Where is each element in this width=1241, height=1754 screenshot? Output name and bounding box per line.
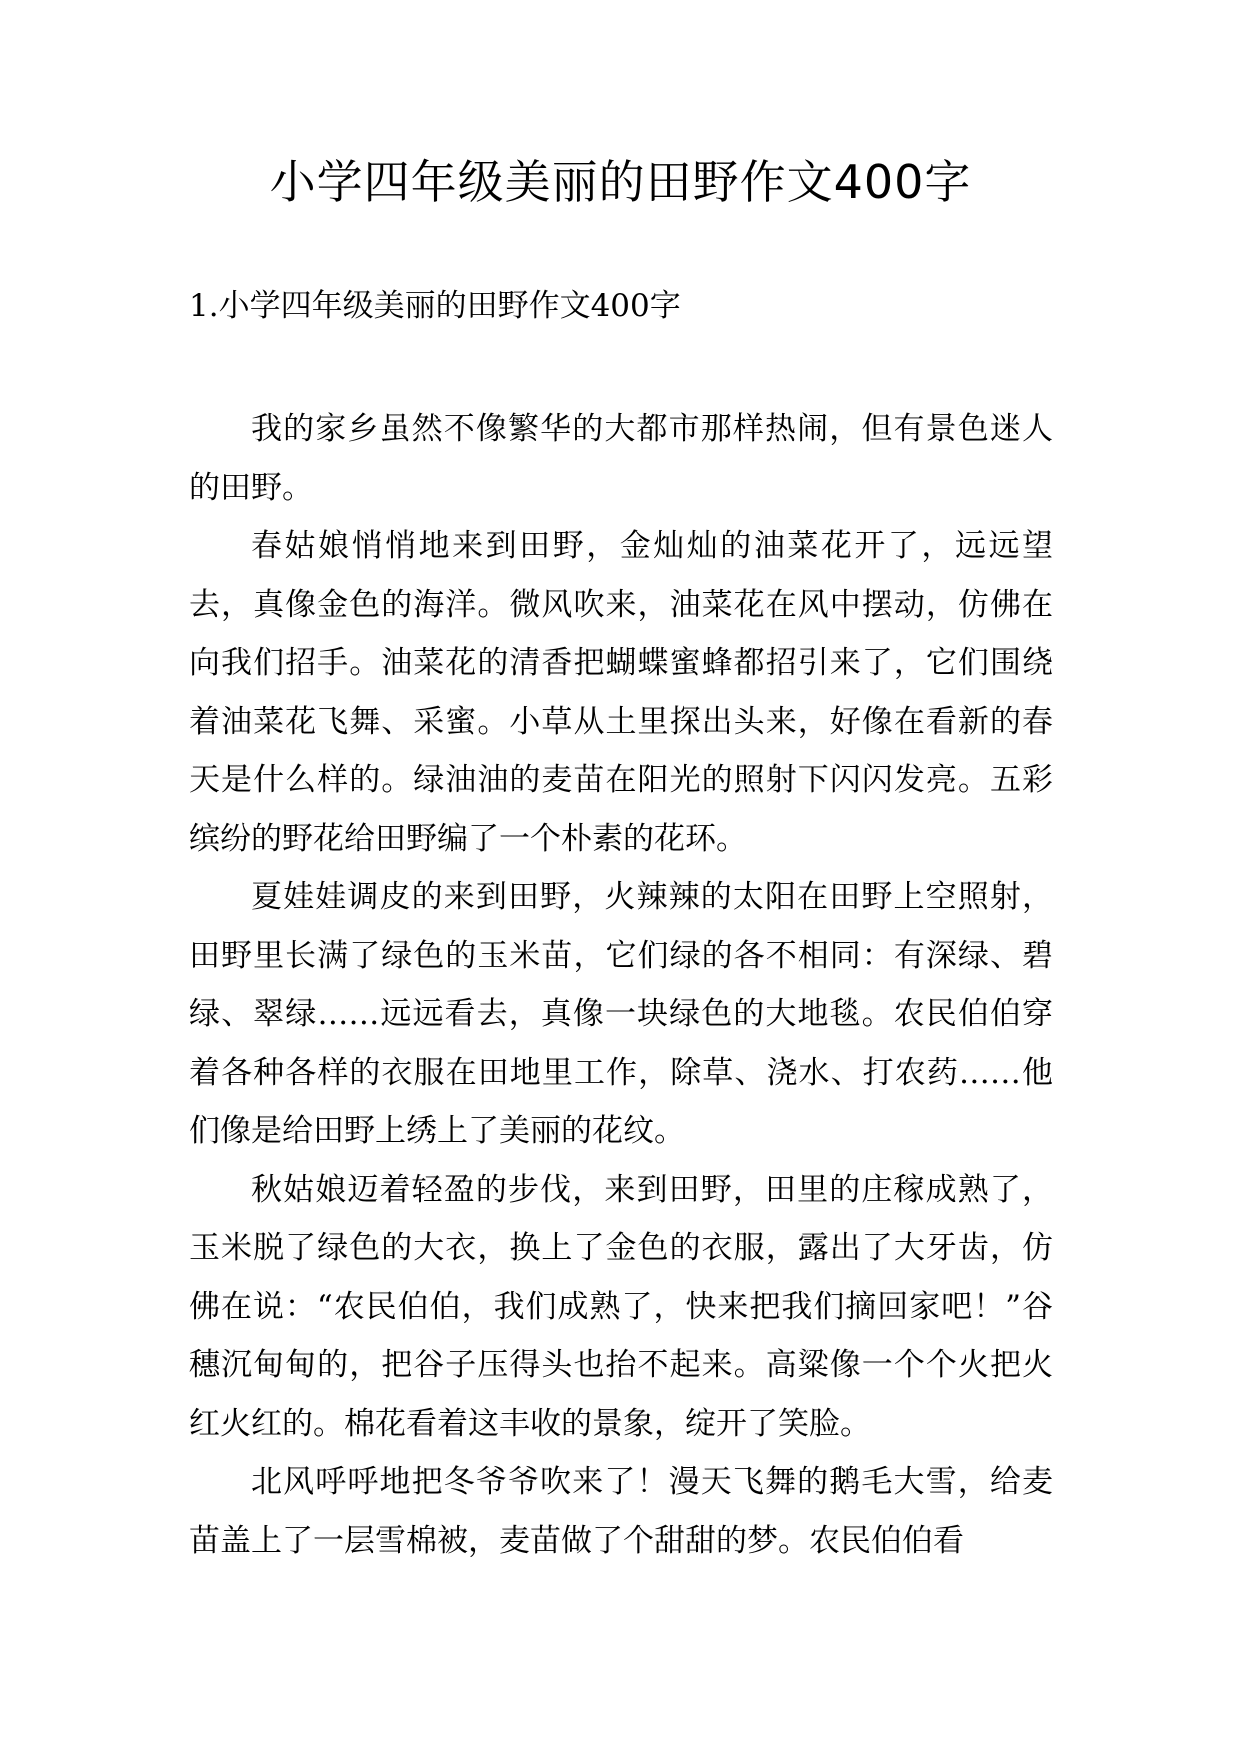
paragraph-autumn: 秋姑娘迈着轻盈的步伐，来到田野，田里的庄稼成熟了，玉米脱了绿色的大衣，换上了金色的衣服，露出了大牙齿，仿佛在说：“农民伯伯，我们成熟了，快来把我们摘回家吧！”谷穗沉甸甸的，把谷子压得头也抬不起来。高粱像一个个火把火红火红的。棉花看着这丰收的景象，绽开了笑脸。 (189, 1171, 1053, 1442)
section-heading: 1.小学四年级美丽的田野作文400字 (189, 288, 681, 324)
paragraph-intro: 我的家乡虽然不像繁华的大都市那样热闹，但有景色迷人的田野。 (189, 411, 1053, 506)
paragraph-spring: 春姑娘悄悄地来到田野，金灿灿的油菜花开了，远远望去，真像金色的海洋。微风吹来，油菜花在风中摆动，仿佛在向我们招手。油菜花的清香把蝴蝶蜜蜂都招引来了，它们围绕着油菜花飞舞、采蜜。小草从土里探出头来，好像在看新的春天是什么样的。绿油油的麦苗在阳光的照射下闪闪发亮。五彩缤纷的野花给田野编了一个朴素的花环。 (189, 528, 1053, 857)
essay-body (189, 400, 1053, 1570)
paragraph-winter: 北风呼呼地把冬爷爷吹来了！漫天飞舞的鹅毛大雪，给麦苗盖上了一层雪棉被，麦苗做了个甜甜的梦。农民伯伯看 (189, 1464, 1053, 1559)
paragraph-summer: 夏娃娃调皮的来到田野，火辣辣的太阳在田野上空照射，田野里长满了绿色的玉米苗，它们绿的各不相同：有深绿、碧绿、翠绿……远远看去，真像一块绿色的大地毯。农民伯伯穿着各种各样的衣服在田地里工作，除草、浇水、打农药……他们像是给田野上绣上了美丽的花纹。 (189, 879, 1053, 1149)
document-title: 小学四年级美丽的田野作文400字 (269, 155, 972, 209)
